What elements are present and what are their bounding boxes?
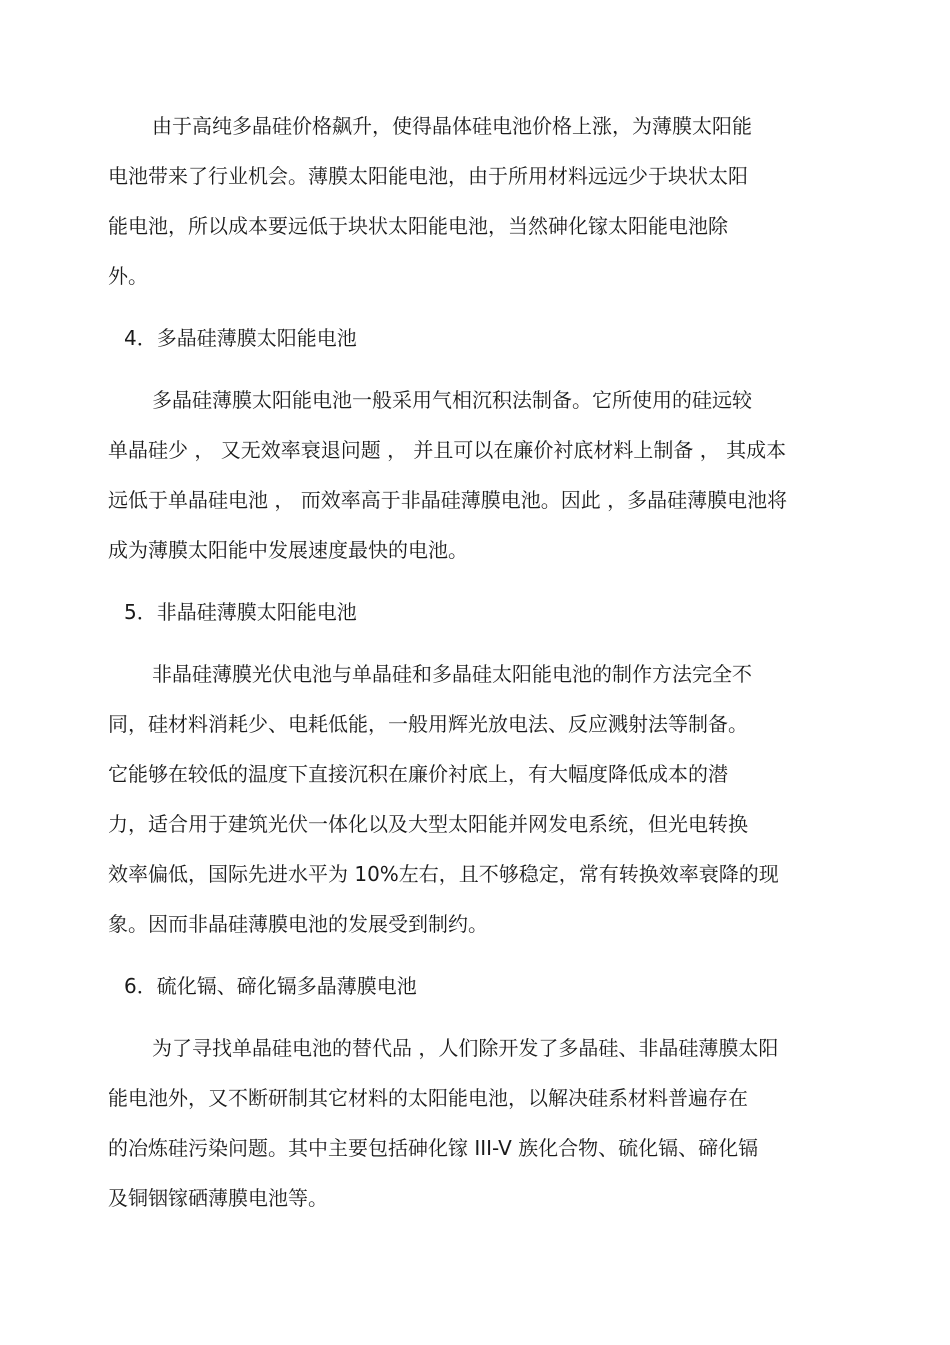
paragraph-line: 电池带来了行业机会。薄膜太阳能电池，由于所用材料远远少于块状太阳: [108, 164, 748, 188]
paragraph-line: 由于高纯多晶硅价格飙升，使得晶体硅电池价格上涨，为薄膜太阳能: [152, 114, 752, 138]
paragraph-line: 成为薄膜太阳能中发展速度最快的电池。: [108, 538, 468, 562]
section-heading: 5．非晶硅薄膜太阳能电池: [124, 600, 357, 624]
paragraph-line: 非晶硅薄膜光伏电池与单晶硅和多晶硅太阳能电池的制作方法完全不: [152, 662, 752, 686]
paragraph-line: 的冶炼硅污染问题。其中主要包括砷化镓 III-V 族化合物、硫化镉、碲化镉: [108, 1136, 759, 1160]
paragraph-line: 象。因而非晶硅薄膜电池的发展受到制约。: [108, 912, 488, 936]
section-heading: 6．硫化镉、碲化镉多晶薄膜电池: [124, 974, 417, 998]
paragraph-line: 为了寻找单晶硅电池的替代品 ，人们除开发了多晶硅、非晶硅薄膜太阳: [152, 1036, 779, 1060]
paragraph-line: 力，适合用于建筑光伏一体化以及大型太阳能并网发电系统，但光电转换: [108, 812, 748, 836]
section-heading: 4．多晶硅薄膜太阳能电池: [124, 326, 357, 350]
paragraph-line: 能电池外，又不断研制其它材料的太阳能电池，以解决硅系材料普遍存在: [108, 1086, 748, 1110]
paragraph-line: 及铜铟镓硒薄膜电池等。: [108, 1186, 328, 1210]
paragraph-line: 远低于单晶硅电池 ， 而效率高于非晶硅薄膜电池。因此 ，多晶硅薄膜电池将: [108, 488, 788, 512]
paragraph-line: 同，硅材料消耗少、电耗低能，一般用辉光放电法、反应溅射法等制备。: [108, 712, 748, 736]
paragraph-line: 外。: [108, 264, 148, 288]
paragraph-line: 单晶硅少 ， 又无效率衰退问题 ， 并且可以在廉价衬底材料上制备 ， 其成本: [108, 438, 787, 462]
paragraph-line: 能电池，所以成本要远低于块状太阳能电池，当然砷化镓太阳能电池除: [108, 214, 728, 238]
paragraph-line: 效率偏低，国际先进水平为 10%左右，且不够稳定，常有转换效率衰降的现: [108, 862, 779, 886]
paragraph-line: 多晶硅薄膜太阳能电池一般采用气相沉积法制备。它所使用的硅远较: [152, 388, 752, 412]
paragraph-line: 它能够在较低的温度下直接沉积在廉价衬底上，有大幅度降低成本的潜: [108, 762, 728, 786]
